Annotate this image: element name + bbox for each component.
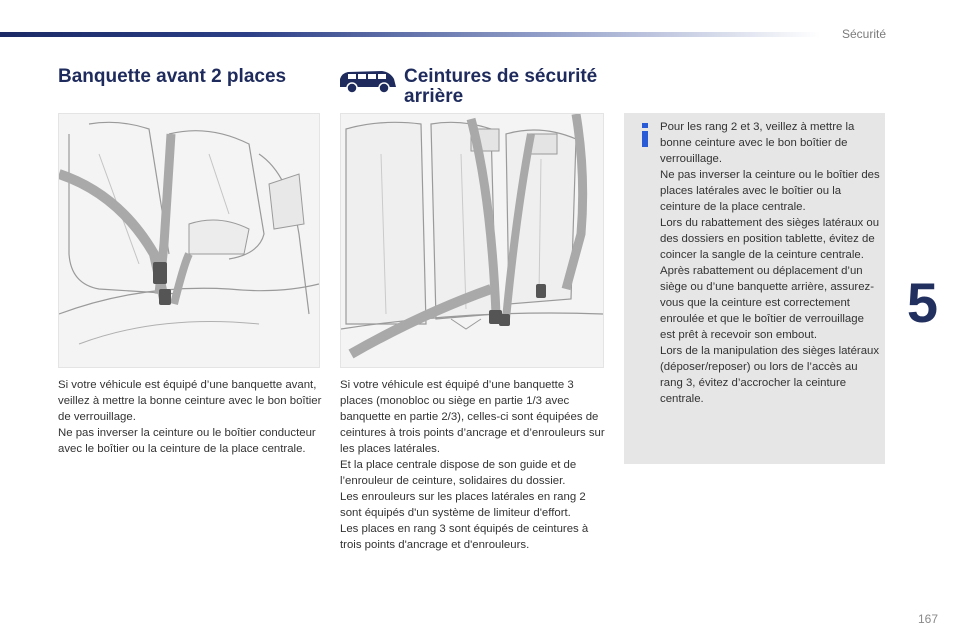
chapter-number: 5	[906, 271, 938, 334]
front-bench-illustration	[58, 113, 320, 368]
info-box	[624, 113, 885, 464]
front-bench-text: Si votre véhicule est équipé d’une banquette avant, veillez à mettre la bonne ceinture avec le bon boîtier de verrouillage. Ne pas inverser la ceinture ou le boîtier conducteur avec le boîtier ou la ceinture de la place centrale.	[58, 379, 322, 455]
info-icon	[638, 123, 652, 147]
section-label: Sécurité	[841, 27, 886, 41]
page-number: 167	[917, 612, 938, 626]
info-text: Pour les rang 2 et 3, veillez à mettre la bonne ceinture avec le bon boîtier de verrouillage. Ne pas inverser la ceinture ou le boîtier des places latérales avec le boîtier ou la ceinture de la place centrale. Lors du rabattement des sièges latéraux ou des dossiers en position tablette, évitez de coincer la sangle de la ceinture centrale. Après rabattement ou déplacement d’un siège ou d’une banquette arrière, assurez-vous que la ceinture est correctement enroulée et que le boîtier de verrouillage est prêt à recevoir son embout. Lors de la manipulation des sièges latéraux (déposer/reposer) ou lors de l’accès au rang 3, évitez d’accrocher la ceinture centrale.	[660, 121, 880, 405]
rear-belts-title: Ceintures de sécurité arrière	[404, 66, 598, 107]
rear-seats-illustration	[340, 113, 604, 368]
header-gradient-bar	[0, 32, 820, 37]
van-icon	[338, 67, 398, 95]
rear-belts-text: Si votre véhicule est équipé d’une banquette 3 places (monobloc ou siège en partie 1/3 avec banquette en partie 2/3), celles-ci sont équipées de ceintures à trois points d’ancrage et d’enrouleurs sur les places latérales. Et la place centrale dispose de son guide et de l’enrouleur de ceinture, solidaires du dossier. Les enrouleurs sur les places latérales en rang 2 sont équipés d'un système de limiteur d'effort. Les places en rang 3 sont équipés de ceintures à trois points d'ancrage et d'enrouleurs.	[340, 379, 605, 551]
front-bench-title: Banquette avant 2 places	[58, 66, 287, 87]
